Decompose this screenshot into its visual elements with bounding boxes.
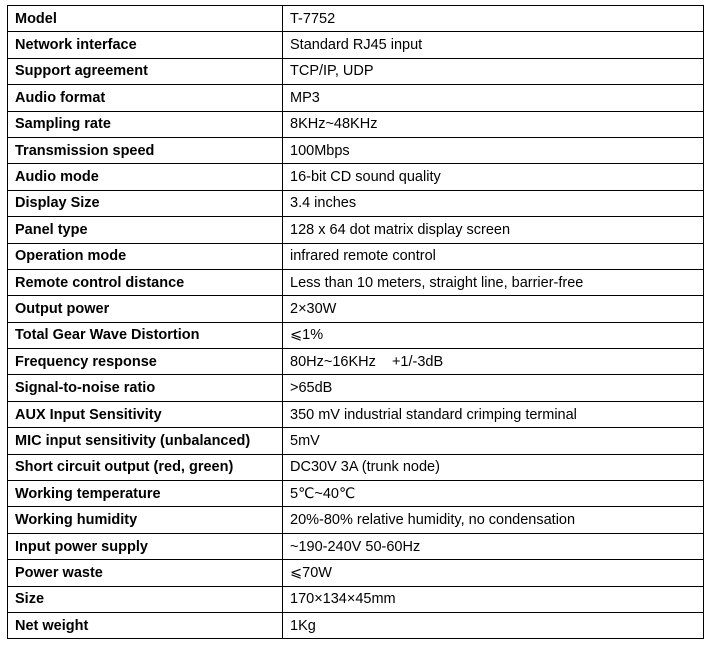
spec-value: 1Kg	[283, 612, 704, 638]
spec-label: Panel type	[8, 217, 283, 243]
spec-value: 16-bit CD sound quality	[283, 164, 704, 190]
spec-value: ⩽70W	[283, 560, 704, 586]
spec-label: Model	[8, 6, 283, 32]
table-row	[8, 296, 704, 322]
table-row	[8, 32, 704, 58]
table-row	[8, 322, 704, 348]
table-row	[8, 164, 704, 190]
spec-label: AUX Input Sensitivity	[8, 401, 283, 427]
spec-label: Size	[8, 586, 283, 612]
spec-value: Standard RJ45 input	[283, 32, 704, 58]
table-row	[8, 375, 704, 401]
spec-label: Frequency response	[8, 349, 283, 375]
table-row	[8, 586, 704, 612]
table-row	[8, 454, 704, 480]
spec-value: DC30V 3A (trunk node)	[283, 454, 704, 480]
spec-label: Net weight	[8, 612, 283, 638]
spec-value: T-7752	[283, 6, 704, 32]
spec-label: Short circuit output (red, green)	[8, 454, 283, 480]
table-row	[8, 428, 704, 454]
table-row	[8, 190, 704, 216]
spec-label: Output power	[8, 296, 283, 322]
table-row	[8, 533, 704, 559]
spec-value: 5mV	[283, 428, 704, 454]
spec-label: Signal-to-noise ratio	[8, 375, 283, 401]
spec-value: 8KHz~48KHz	[283, 111, 704, 137]
table-row	[8, 243, 704, 269]
spec-value: TCP/IP, UDP	[283, 58, 704, 84]
spec-label: MIC input sensitivity (unbalanced)	[8, 428, 283, 454]
spec-label: Power waste	[8, 560, 283, 586]
spec-value: >65dB	[283, 375, 704, 401]
spec-value: 80Hz~16KHz +1/-3dB	[283, 349, 704, 375]
table-row	[8, 401, 704, 427]
spec-table	[7, 5, 704, 639]
spec-value: ~190-240V 50-60Hz	[283, 533, 704, 559]
table-row	[8, 85, 704, 111]
spec-label: Operation mode	[8, 243, 283, 269]
spec-value: 5℃~40℃	[283, 481, 704, 507]
table-row	[8, 560, 704, 586]
spec-label: Display Size	[8, 190, 283, 216]
table-row	[8, 507, 704, 533]
spec-value: 128 x 64 dot matrix display screen	[283, 217, 704, 243]
spec-label: Transmission speed	[8, 137, 283, 163]
spec-value: 350 mV industrial standard crimping terminal	[283, 401, 704, 427]
spec-value: 170×134×45mm	[283, 586, 704, 612]
spec-value: 100Mbps	[283, 137, 704, 163]
table-row	[8, 111, 704, 137]
spec-label: Remote control distance	[8, 269, 283, 295]
spec-label: Audio format	[8, 85, 283, 111]
table-row	[8, 612, 704, 638]
table-row	[8, 269, 704, 295]
spec-label: Working humidity	[8, 507, 283, 533]
table-row	[8, 217, 704, 243]
spec-label: Total Gear Wave Distortion	[8, 322, 283, 348]
spec-value: 3.4 inches	[283, 190, 704, 216]
spec-value: ⩽1%	[283, 322, 704, 348]
table-row	[8, 137, 704, 163]
spec-label: Sampling rate	[8, 111, 283, 137]
table-row	[8, 481, 704, 507]
spec-value: MP3	[283, 85, 704, 111]
spec-value: infrared remote control	[283, 243, 704, 269]
spec-label: Network interface	[8, 32, 283, 58]
spec-label: Audio mode	[8, 164, 283, 190]
spec-label: Input power supply	[8, 533, 283, 559]
table-row	[8, 58, 704, 84]
spec-label: Support agreement	[8, 58, 283, 84]
table-row	[8, 349, 704, 375]
spec-value: Less than 10 meters, straight line, barrier-free	[283, 269, 704, 295]
spec-label: Working temperature	[8, 481, 283, 507]
table-row	[8, 6, 704, 32]
spec-value: 2×30W	[283, 296, 704, 322]
spec-value: 20%-80% relative humidity, no condensation	[283, 507, 704, 533]
